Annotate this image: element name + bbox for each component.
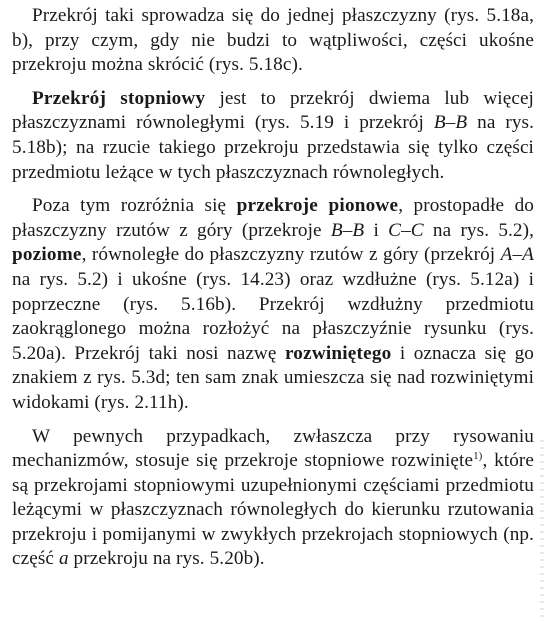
bold-term: przekroje pionowe [236,195,399,217]
text-run: jest to przekrój dwiema lub więcej płaszczyznami równoległymi (rys. 5.19 i przekrój [12,87,534,134]
bold-term: Przekrój stopniowy [32,87,206,109]
italic-symbol: C–C [388,219,424,241]
paragraph-2 [12,87,534,185]
italic-symbol: A–A [500,244,534,266]
text-run: Poza tym rozróżnia się [32,195,237,217]
text-run: Przekrój taki sprowadza się do jednej płaszczyzny (rys. 5.18a, b), przy czym, gdy nie budzi to wątpliwości, części ukośne przekroju można skrócić (rys. 5.18c). [12,5,534,76]
text-run: i [364,219,389,241]
italic-symbol: B–B [330,219,365,241]
paragraph-1 [12,4,534,78]
text-run: przekroju na rys. 5.20b). [68,548,265,570]
text-run: na rys. 5.2), [423,219,534,241]
paragraph-4 [12,425,534,573]
paragraph-3 [12,194,534,415]
text-run: i oznacza się go znakiem z rys. 5.3d; ten sam znak umieszcza się nad rozwiniętymi widokami (rys. 2.11h). [12,342,534,413]
italic-symbol: B–B [433,112,468,134]
text-run: na rys. 5.2) i ukośne (rys. 14.23) oraz wzdłużne (rys. 5.12a) i poprzeczne (rys. 5.16b). Przekrój wzdłużny przedmiotu zaokrąglonego można rozłożyć na płaszczyźnie rysunku (rys. 5.20a). Przekrój taki nosi nazwę [12,268,534,364]
text-run: , prostopadłe do płaszczyzny rzutów z góry (przekroje [12,195,535,241]
text-run: , które są przekrojami stopniowymi uzupełnionymi częściami przedmiotu leżącymi w płaszczyznach równoległych do kierunku rzutowania przekroju i pomijanymi w zwykłych przekrojach stopniowych (np. część [12,450,535,570]
text-run: W pewnych przypadkach, zwłaszcza przy rysowaniu mechanizmów, stosuje się przekroje stopniowe rozwinięte [12,425,534,472]
text-run: na rys. 5.18b); na rzucie takiego przekroju przedstawia się tylko części przedmiotu leżące w tych płaszczyznach równoległych. [12,112,534,183]
scan-edge-artifact [540,440,544,620]
document-page [12,4,534,572]
footnote-ref: 1) [473,450,483,463]
text-run: , równoległe do płaszczyzny rzutów z góry (przekrój [81,244,501,266]
bold-term: poziome [12,244,82,266]
bold-term: rozwiniętego [284,342,392,364]
italic-symbol: a [58,548,69,570]
